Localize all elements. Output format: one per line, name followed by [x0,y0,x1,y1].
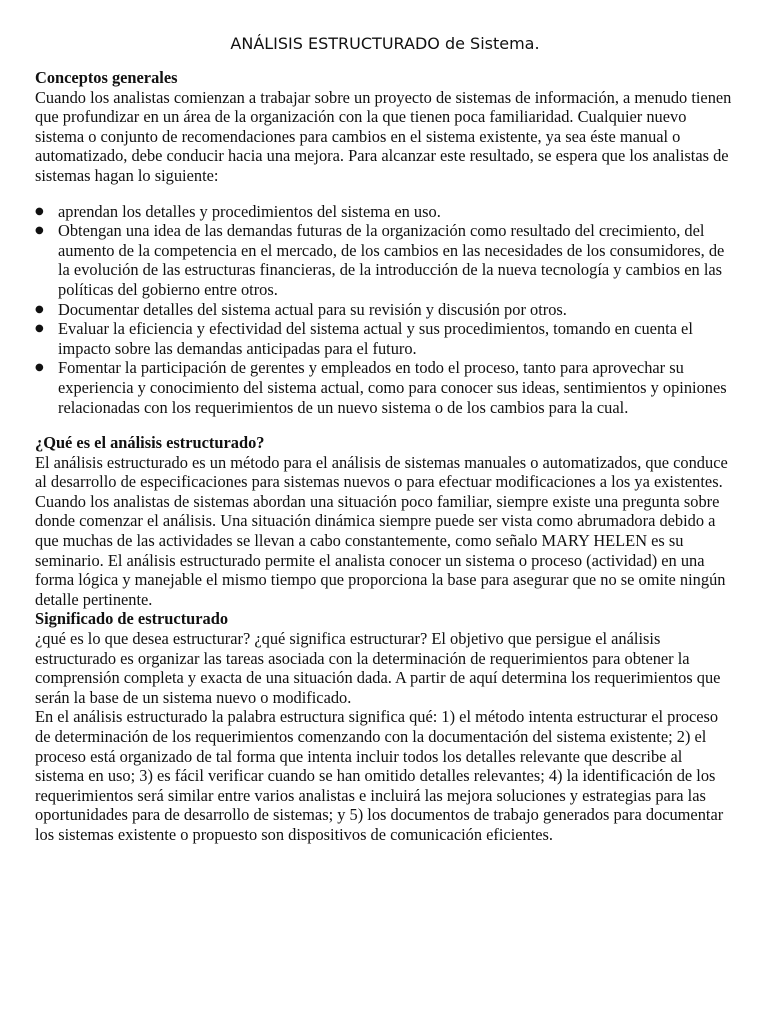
list-item [35,221,735,299]
paragraph-significado-1: ¿qué es lo que desea estructurar? ¿qué significa estructurar? El objetivo que persigue el análisis estructurado es organizar las tareas asociada con la determinación de requerimientos para obtener la comprensión completa y exacta de una situación dada. A partir de aquí determina los requerimientos que serán la base de un sistema nuevo o modificado. [35,629,721,707]
bullet-icon: ● [35,303,44,315]
section-heading-que-es: ¿Qué es el análisis estructurado? [35,433,265,453]
document-title: ANÁLISIS ESTRUCTURADO de Sistema. [230,34,540,53]
list-item [35,202,735,222]
section-heading-significado: Significado de estructurado [35,609,229,629]
list-item [35,319,735,358]
list-item-text: Evaluar la eficiencia y efectividad del sistema actual y sus procedimientos, tomando en cuenta el impacto sobre las demandas anticipadas para el futuro. [58,319,693,358]
list-item-text: Fomentar la participación de gerentes y empleados en todo el proceso, tanto para aprovechar su experiencia y conocimiento del sistema actual, como para conocer sus ideas, sentimientos y opiniones relacionadas con los requerimientos de un nuevo sistema o de los cambios para la cual. [58,358,727,417]
paragraph-significado-2: En el análisis estructurado la palabra estructura significa qué: 1) el método intenta estructurar el proceso de determinación de los requerimientos comenzando con la documentación del sistema existente; 2) el proceso está organizado de tal forma que intenta incluir todos los detalles relevante que describe al sistema en uso; 3) es fácil verificar cuando se han omitido detalles relevantes; 4) la identificación de los requerimientos será similar entre varios analistas e incluirá las mejora soluciones y estrategias para las oportunidades para de desarrollo de sistemas; y 5) los documentos de trabajo generados para documentar los sistemas existente o propuesto son dispositivos de comunicación eficientes. [35,707,724,844]
paragraph-intro: Cuando los analistas comienzan a trabajar sobre un proyecto de sistemas de información, a menudo tienen que profundizar en un área de la organización con la que tienen poca familiaridad. Cualquier nuevo sistema o conjunto de recomendaciones para cambios en el sistema existente, ya sea éste manual o automatizado, debe conducir hacia una mejora. Para alcanzar este resultado, se espera que los analistas de sistemas hagan lo siguiente: [35,87,732,185]
bullet-icon: ● [35,323,44,335]
list-item [35,300,735,320]
document-page [35,30,735,845]
section-heading-conceptos: Conceptos generales [35,68,178,87]
list-item-text: aprendan los detalles y procedimientos del sistema en uso. [58,201,441,221]
bullet-icon: ● [35,362,44,374]
list-item [35,358,735,417]
bullet-list [35,202,735,418]
list-item-text: Obtengan una idea de las demandas futuras de la organización como resultado del crecimiento, del aumento de la competencia en el mercado, de los cambios en las necesidades de los consumidores, de la evolución de las estructuras financieras, de la introducción de la nueva tecnología y cambios en las políticas del gobierno entre otros. [58,221,725,299]
paragraph-que-es: El análisis estructurado es un método para el análisis de sistemas manuales o automatizados, que conduce al desarrollo de especificaciones para sistemas nuevos o para efectuar modificaciones a los ya existentes. Cuando los analistas de sistemas abordan una situación poco familiar, siempre existe una pregunta sobre donde comenzar el análisis. Una situación dinámica siempre puede ser vista como abrumadora debido a que muchas de las actividades se llevan a cabo constantemente, como señalo MARY HELEN es su seminario. El análisis estructurado permite el analista conocer un sistema o proceso (actividad) en una forma lógica y manejable el mismo tiempo que proporciona la base para asegurar que no se omite ningún detalle pertinente. [35,452,728,609]
bullet-icon: ● [35,225,44,237]
list-item-text: Documentar detalles del sistema actual para su revisión y discusión por otros. [58,299,567,319]
bullet-icon: ● [35,205,44,217]
